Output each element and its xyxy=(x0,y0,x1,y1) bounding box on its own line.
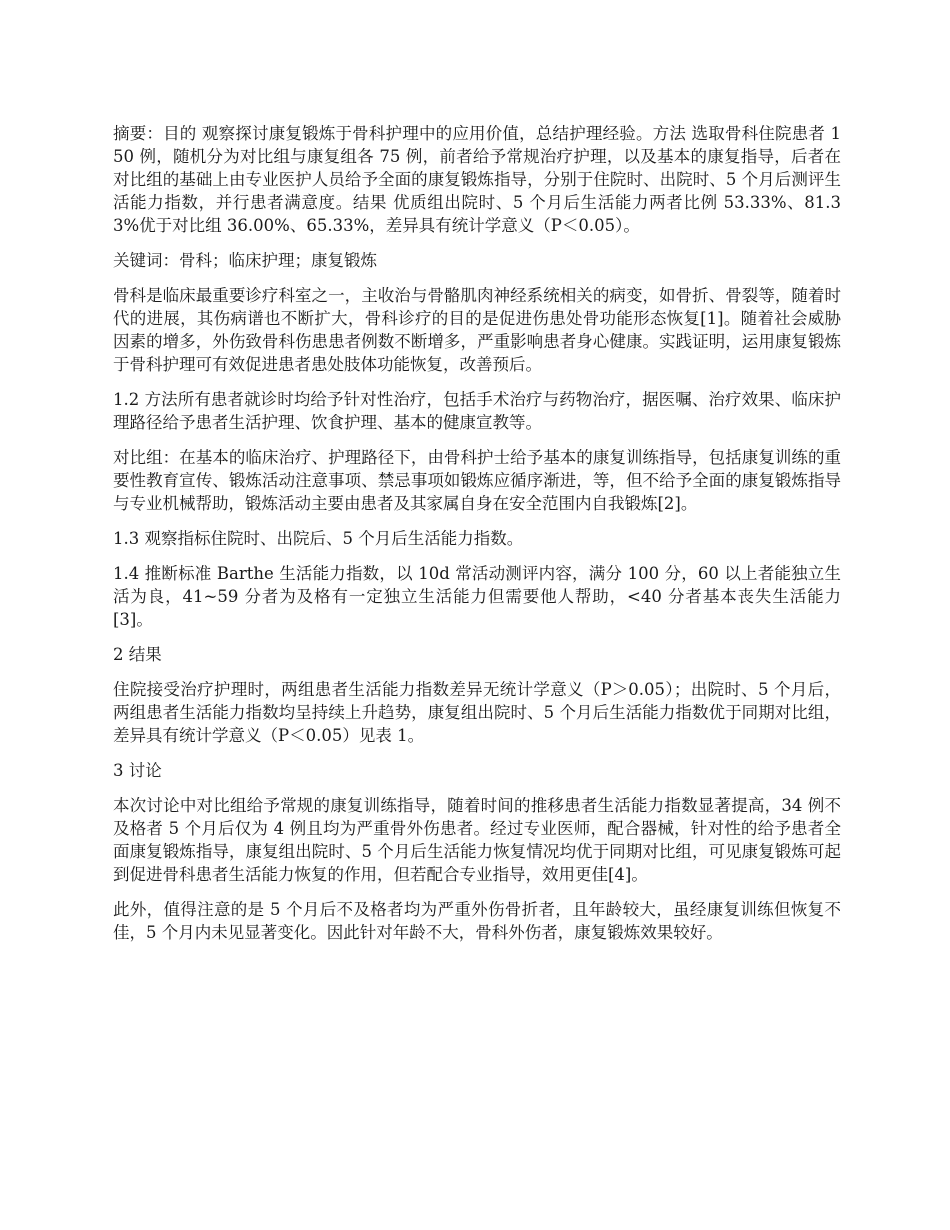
observation-index-paragraph: 1.3 观察指标住院时、出院后、5 个月后生活能力指数。 xyxy=(113,529,524,548)
results-paragraph: 住院接受治疗护理时，两组患者生活能力指数差异无统计学意义（P＞0.05）；出院时、5 个月后，两组患者生活能力指数均呈持续上升趋势，康复组出院时、5 个月后生活能力指数优于同期对比组，差异具有统计学意义（P＜0.05）见表 1。 xyxy=(113,680,841,745)
document-body xyxy=(113,122,841,956)
criteria-paragraph: 1.4 推断标准 Barthe 生活能力指数，以 10d 常活动测评内容，满分 100 分，60 以上者能独立生活为良，41~59 分者为及格有一定独立生活能力但需要他人帮助，<40 分者基本丧失生活能力[3]。 xyxy=(113,564,841,629)
abstract-paragraph: 摘要：目的 观察探讨康复锻炼于骨科护理中的应用价值，总结护理经验。方法 选取骨科住院患者 150 例，随机分为对比组与康复组各 75 例，前者给予常规治疗护理，以及基本的康复指导，后者在对比组的基础上由专业医护人员给予全面的康复锻炼指导，分别于住院时、出院时、5 个月后测评生活能力指数，并行患者满意度。结果 优质组出院时、5 个月后生活能力两者比例 53.33%、81.33%优于对比组 36.00%、65.33%，差异具有统计学意义（P＜0.05）。 xyxy=(113,124,841,235)
discussion-paragraph: 本次讨论中对比组给予常规的康复训练指导，随着时间的推移患者生活能力指数显著提高，34 例不及格者 5 个月后仅为 4 例且均为严重骨外伤患者。经过专业医师，配合器械，针对性的给予患者全面康复锻炼指导，康复组出院时、5 个月后生活能力恢复情况均优于同期对比组，可见康复锻炼可起到促进骨科患者生活能力恢复的作用，但若配合专业指导，效用更佳[4]。 xyxy=(113,796,841,884)
control-group-paragraph: 对比组：在基本的临床治疗、护理路径下，由骨科护士给予基本的康复训练指导，包括康复训练的重要性教育宣传、锻炼活动注意事项、禁忌事项如锻炼应循序渐进，等，但不给予全面的康复锻炼指导与专业机械帮助，锻炼活动主要由患者及其家属自身在安全范围内自我锻炼[2]。 xyxy=(113,448,841,513)
conclusion-paragraph: 此外，值得注意的是 5 个月后不及格者均为严重外伤骨折者，且年龄较大，虽经康复训练但恢复不佳，5 个月内未见显著变化。因此针对年龄不大，骨科外伤者，康复锻炼效果较好。 xyxy=(113,900,841,942)
discussion-heading: 3 讨论 xyxy=(113,761,162,780)
methods-paragraph: 1.2 方法所有患者就诊时均给予针对性治疗，包括手术治疗与药物治疗，据医嘱、治疗效果、临床护理路径给予患者生活护理、饮食护理、基本的健康宣教等。 xyxy=(113,390,841,432)
results-heading: 2 结果 xyxy=(113,645,162,664)
introduction-paragraph: 骨科是临床最重要诊疗科室之一，主收治与骨骼肌肉神经系统相关的病变，如骨折、骨裂等，随着时代的进展，其伤病谱也不断扩大，骨科诊疗的目的是促进伤患处骨功能形态恢复[1]。随着社会威胁因素的增多，外伤致骨科伤患患者例数不断增多，严重影响患者身心健康。实践证明，运用康复锻炼于骨科护理可有效促进患者患处肢体功能恢复，改善预后。 xyxy=(113,286,841,374)
keywords-paragraph: 关键词：骨科；临床护理；康复锻炼 xyxy=(113,251,377,270)
